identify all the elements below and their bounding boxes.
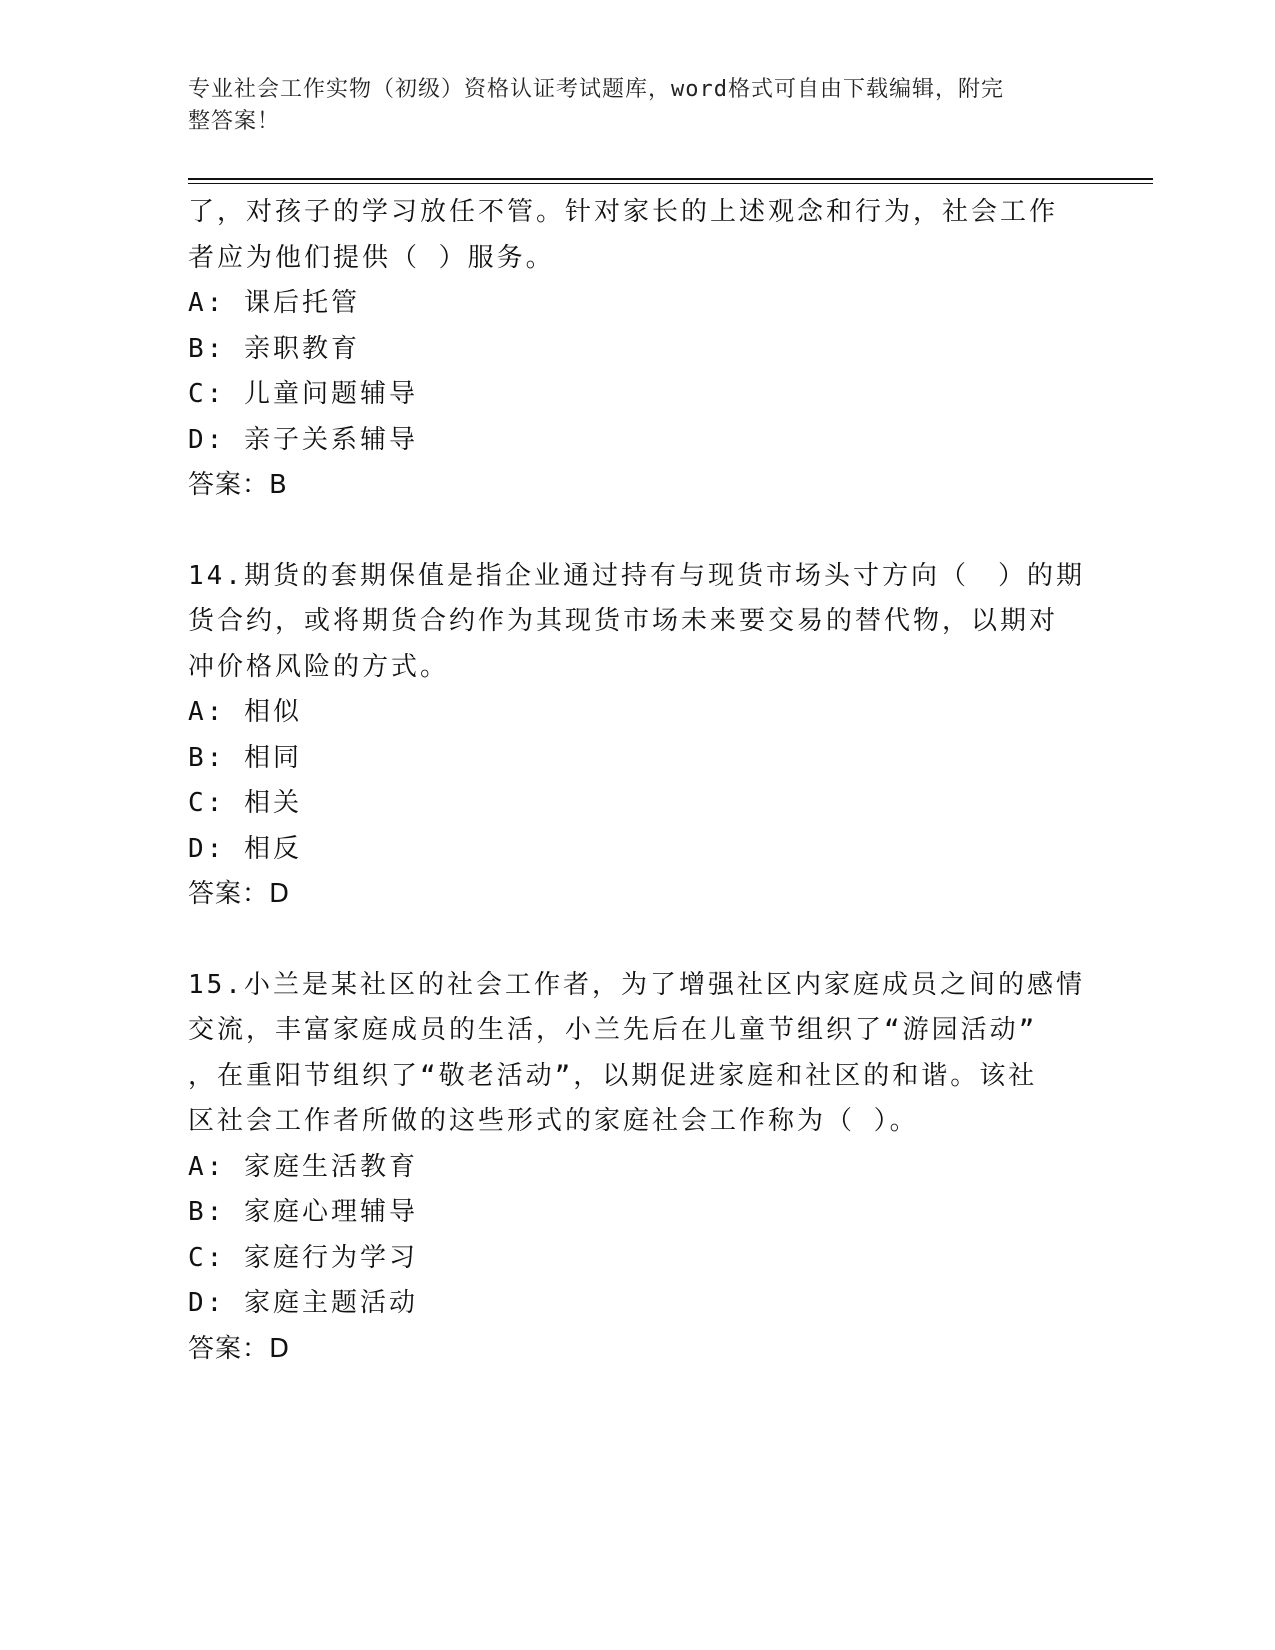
option-a: A: 课后托管 — [188, 288, 360, 318]
question-text-line: 了，对孩子的学习放任不管。针对家长的上述观念和行为，社会工作 — [188, 197, 1059, 227]
option-d: D: 相反 — [188, 833, 302, 864]
question-gap — [188, 509, 1078, 554]
option-a: A: 相似 — [188, 697, 302, 727]
header-line-1: 专业社会工作实物（初级）资格认证考试题库，word格式可自由下载编辑，附完 — [188, 77, 1004, 102]
option-d: D: 亲子关系辅导 — [188, 424, 418, 455]
question-text-line: 15.小兰是某社区的社会工作者，为了增强社区内家庭成员之间的感情 — [188, 969, 1085, 1000]
option-c: C: 相关 — [188, 788, 302, 818]
answer-label: 答案：B — [188, 470, 288, 500]
question-text-line: 货合约，或将期货合约作为其现货市场未来要交易的替代物，以期对 — [188, 606, 1059, 636]
page-header — [188, 74, 1068, 138]
answer-label: 答案：D — [188, 1333, 291, 1364]
question-text-line: 交流，丰富家庭成员的生活，小兰先后在儿童节组织了“游园活动” — [188, 1015, 1038, 1045]
question-text-line: 14.期货的套期保值是指企业通过持有与现货市场头寸方向（ ）的期 — [188, 560, 1085, 591]
question-text-line: 区社会工作者所做的这些形式的家庭社会工作称为（ ）。 — [188, 1106, 919, 1136]
header-divider-thick — [188, 178, 1153, 180]
question-gap — [188, 918, 1078, 963]
option-b: B: 家庭心理辅导 — [188, 1197, 418, 1227]
option-b: B: 相同 — [188, 742, 302, 773]
option-c: C: 儿童问题辅导 — [188, 379, 418, 409]
question-13-continued — [188, 190, 1078, 509]
question-14 — [188, 554, 1085, 918]
question-text-line: 冲价格风险的方式。 — [188, 651, 450, 682]
header-divider-thin — [188, 183, 1153, 184]
answer-label: 答案：D — [188, 879, 291, 909]
question-list — [188, 190, 1085, 1372]
question-15 — [188, 963, 1085, 1373]
option-a: A: 家庭生活教育 — [188, 1151, 418, 1182]
option-d: D: 家庭主题活动 — [188, 1288, 418, 1318]
option-b: B: 亲职教育 — [188, 333, 360, 364]
question-text-line: ，在重阳节组织了“敬老活动”，以期促进家庭和社区的和谐。该社 — [188, 1060, 1038, 1091]
header-line-2: 整答案！ — [188, 109, 281, 134]
option-c: C: 家庭行为学习 — [188, 1242, 418, 1273]
question-text-line: 者应为他们提供（ ）服务。 — [188, 242, 555, 273]
